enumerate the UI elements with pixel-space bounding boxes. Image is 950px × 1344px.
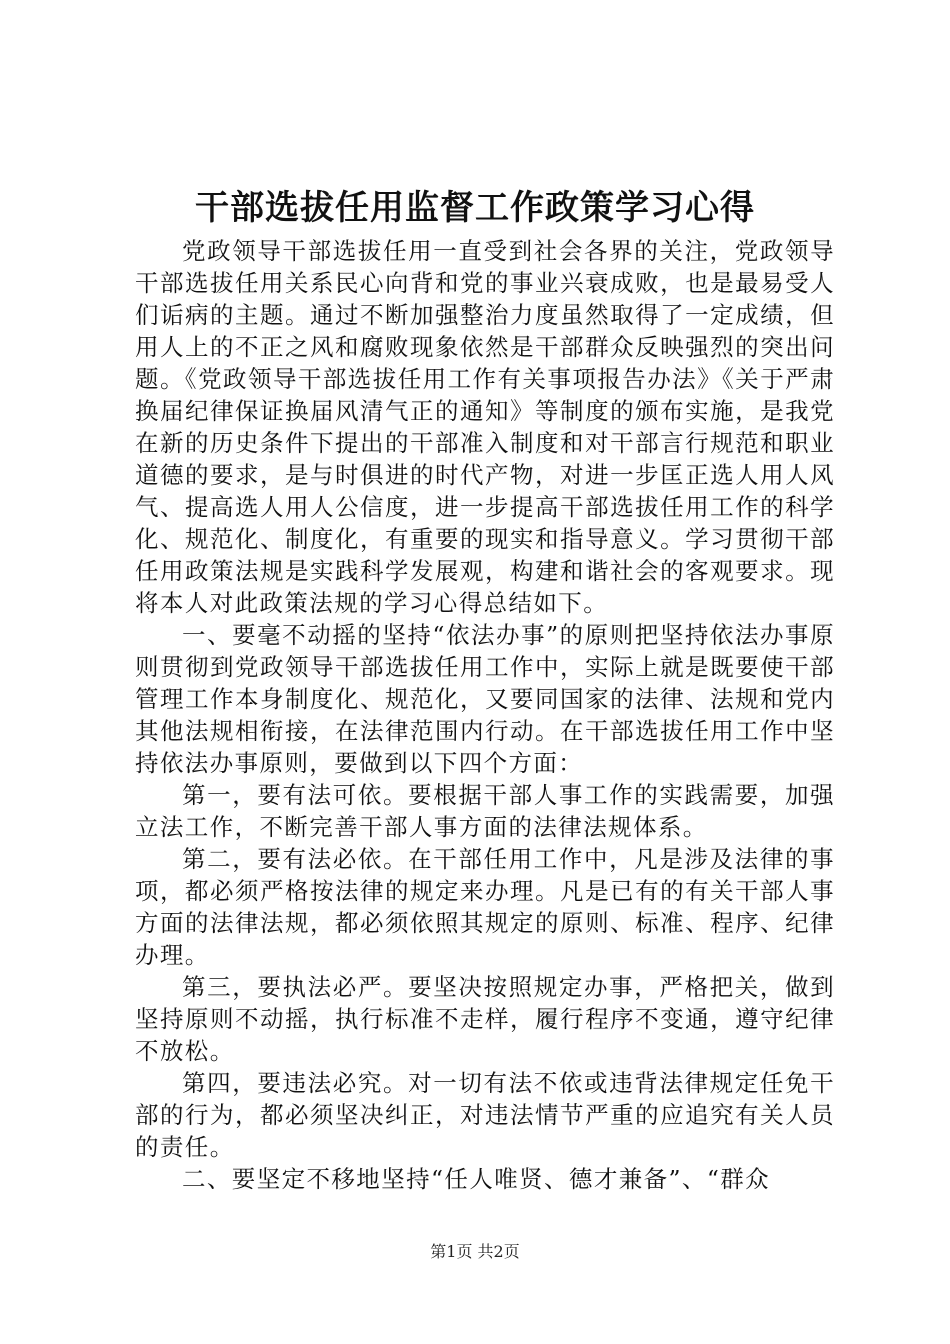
paragraph-section-one: 一、要毫不动摇的坚持“依法办事”的原则把坚持依法办事原则贯彻到党政领导干部选拔任用工作中，实际上就是既要使干部管理工作本身制度化、规范化，又要同国家的法律、法规和党内其他法规相衔接，在法律范围内行动。在干部选拔任用工作中坚持依法办事原则，要做到以下四个方面： (135, 621, 835, 777)
paragraph-point-four: 第四，要违法必究。对一切有法不依或违背法律规定任免干部的行为，都必须坚决纠正，对违法情节严重的应追究有关人员的责任。 (135, 1069, 835, 1161)
paragraph-intro: 党政领导干部选拔任用一直受到社会各界的关注，党政领导干部选拔任用关系民心向背和党的事业兴衰成败，也是最易受人们诟病的主题。通过不断加强整治力度虽然取得了一定成绩，但用人上的不正之风和腐败现象依然是干部群众反映强烈的突出问题。《党政领导干部选拔任用工作有关事项报告办法》《关于严肃换届纪律保证换届风清气正的通知》等制度的颁布实施，是我党在新的历史条件下提出的干部准入制度和对干部言行规范和职业道德的要求，是与时俱进的时代产物，对进一步匡正选人用人风气、提高选人用人公信度，进一步提高干部选拔任用工作的科学化、规范化、制度化，有重要的现实和指导意义。学习贯彻干部任用政策法规是实践科学发展观，构建和谐社会的客观要求。现将本人对此政策法规的学习心得总结如下。 (135, 237, 835, 617)
document-body (135, 235, 835, 1195)
page-number-footer: 第1页 共2页 (430, 1242, 520, 1261)
paragraph-point-three: 第三，要执法必严。要坚决按照规定办事，严格把关，做到坚持原则不动摇，执行标准不走样，履行程序不变通，遵守纪律不放松。 (135, 973, 835, 1065)
document-title: 干部选拔任用监督工作政策学习心得 (195, 188, 755, 228)
paragraph-section-two: 二、要坚定不移地坚持“任人唯贤、德才兼备”、“群众 (182, 1165, 771, 1193)
paragraph-point-one: 第一，要有法可依。要根据干部人事工作的实践需要，加强立法工作，不断完善干部人事方面的法律法规体系。 (135, 781, 835, 841)
paragraph-point-two: 第二，要有法必依。在干部任用工作中，凡是涉及法律的事项，都必须严格按法律的规定来办理。凡是已有的有关干部人事方面的法律法规，都必须依照其规定的原则、标准、程序、纪律办理。 (135, 845, 835, 969)
